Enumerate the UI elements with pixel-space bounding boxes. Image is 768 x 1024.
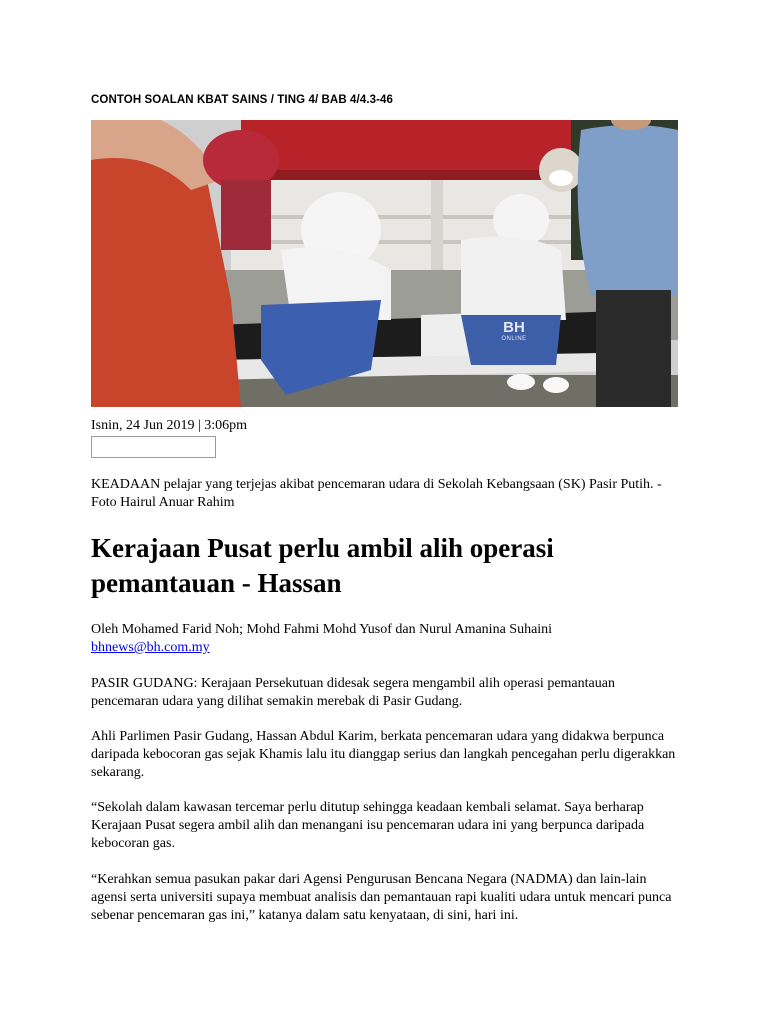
article-dateline: Isnin, 24 Jun 2019 | 3:06pm xyxy=(91,418,248,433)
article-paragraph: Ahli Parlimen Pasir Gudang, Hassan Abdul Karim, berkata pencemaran udara yang didakwa berpunca daripada kebocoran gas sejak Khamis lalu itu dianggap serius dan langkah pencegahan perlu digerakkan sekarang. xyxy=(91,729,676,780)
article-paragraph: PASIR GUDANG: Kerajaan Persekutuan didesak segera mengambil alih operasi pemantauan pencemaran udara yang dilihat semakin merebak di Pasir Gudang. xyxy=(91,676,615,709)
article-headline: Kerajaan Pusat perlu ambil alih operasi pemantauan - Hassan xyxy=(91,533,554,598)
watermark-logo-text: BH xyxy=(503,319,525,336)
byline-email-link[interactable]: bhnews@bh.com.my xyxy=(91,640,210,655)
bh-online-watermark xyxy=(494,320,534,348)
article-paragraph: “Sekolah dalam kawasan tercemar perlu ditutup sehingga keadaan kembali selamat. Saya berharap Kerajaan Pusat segera ambil alih dan menangani isu pencemaran udara ini yang berpunca daripada kebocoran gas. xyxy=(91,800,645,851)
watermark-subtext: ONLINE xyxy=(501,336,527,342)
document-header: CONTOH SOALAN KBAT SAINS / TING 4/ BAB 4/4.3-46 xyxy=(91,94,394,106)
photo-caption: KEADAAN pelajar yang terjejas akibat pencemaran udara di Sekolah Kebangsaan (SK) Pasir Putih. - Foto Hairul Anuar Rahim xyxy=(91,477,662,510)
article-byline xyxy=(91,621,691,657)
share-box[interactable] xyxy=(91,436,216,458)
byline-authors: Oleh Mohamed Farid Noh; Mohd Fahmi Mohd Yusof dan Nurul Amanina Suhaini xyxy=(91,622,553,637)
news-photo xyxy=(91,120,678,407)
article-paragraph: “Kerahkan semua pasukan pakar dari Agensi Pengurusan Bencana Negara (NADMA) dan lain-lain agensi serta universiti supaya membuat analisis dan pemantauan rapi kualiti udara untuk mencari punca sebenar pencemaran gas ini,” katanya dalam satu kenyataan, di sini, hari ini. xyxy=(91,872,672,923)
